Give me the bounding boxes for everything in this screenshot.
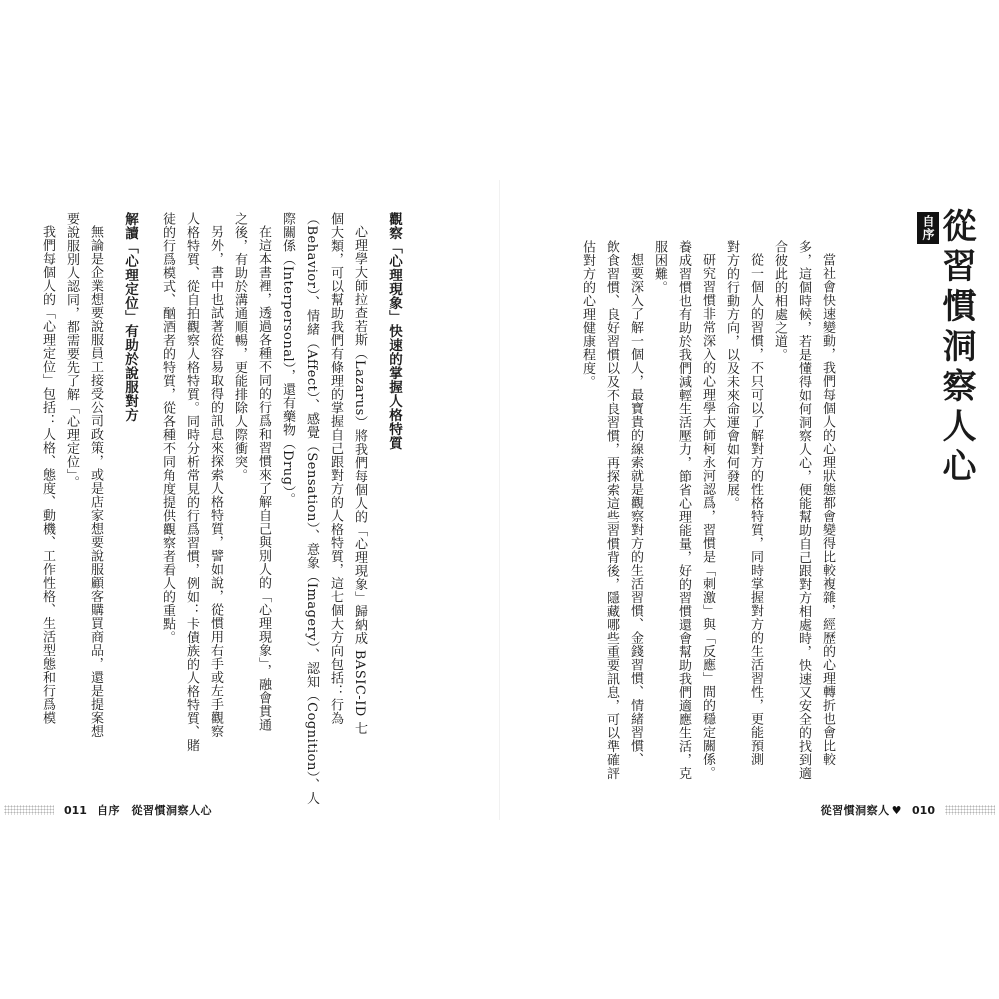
- text-line: 我們每個人的「心理定位」包括：人格、態度、動機、工作性格、生活型態和行爲模: [40, 225, 55, 725]
- left-footer: [4, 802, 212, 818]
- heart-icon: ♥: [891, 804, 903, 817]
- text-line: 無論是企業想要說服員工接受公司政策，或是店家想要說服顧客購買商品，還是提案想: [88, 225, 103, 738]
- text-line: 合彼此的相處之道。: [772, 240, 787, 362]
- left-page: [0, 0, 499, 999]
- text-line: 心理學大師拉查若斯（Lazarus）將我們每個人的「心理現象」歸納成 BASIC-ID 七: [352, 225, 367, 735]
- text-line: 要說服別人認同，都需要先了解「心理定位」。: [64, 212, 79, 489]
- text-line: 飲食習慣、良好習慣以及不良習慣，再探索這些習慣背後，隱藏哪些重要訊息，可以準確評: [604, 240, 619, 780]
- right-page-number: 010: [912, 803, 935, 817]
- chapter-title: 從習慣洞察人心: [936, 208, 976, 488]
- text-line: 另外，書中也試著從容易取得的訊息來探索人格特質，譬如說，從慣用右手或左手觀察: [208, 225, 223, 738]
- dot-pattern-decoration: [945, 805, 995, 815]
- text-line: 在這本書裡，透過各種不同的行爲和習慣來了解自己與別人的「心理現象」，融會貫通: [256, 225, 271, 732]
- left-page-body: [35, 212, 407, 805]
- text-line: 服困難。: [652, 240, 667, 294]
- right-footer: [821, 802, 995, 818]
- right-page-body: [575, 240, 839, 780]
- text-line: 研究習慣非常深入的心理學大師柯永河認爲，習慣是「刺激」與「反應」間的穩定關係。: [700, 253, 715, 780]
- right-page: [500, 0, 999, 999]
- text-line: 多，這個時候，若是懂得如何洞察人心，便能幫助自己跟對方相處時，快速又安全的找到適: [796, 240, 811, 780]
- preface-label: 自序: [917, 212, 939, 248]
- text-line: 估對方的心理健康程度。: [580, 240, 595, 389]
- section-heading: 觀察「心理現象」快速的掌握人格特質: [386, 212, 402, 450]
- text-line: 對方的行動方向，以及未來命運會如何發展。: [724, 240, 739, 510]
- text-line: 當社會快速變動，我們每個人的心理狀態都會變得比較複雜，經歷的心理轉折也會比較: [820, 253, 835, 766]
- text-line: 養成習慣也有助於我們減輕生活壓力，節省心理能量，好的習慣還會幫助我們適應生活，克: [676, 240, 691, 780]
- text-line: 人格特質、從自拍觀察人格特質。同時分析常見的行爲習慣，例如：卡債族的人格特質、賭: [184, 212, 199, 752]
- dot-pattern-decoration: [4, 805, 54, 815]
- text-line: 之後，有助於溝通順暢，更能排除人際衝突。: [232, 212, 247, 482]
- section-heading: 解讀「心理定位」有助於說服對方: [122, 212, 138, 422]
- text-line: 際關係（Interpersonal），還有藥物（Drug）。: [280, 212, 295, 506]
- right-running-head: 從習慣洞察人 ♥: [820, 804, 903, 817]
- text-line: 徒的行爲模式、酗酒者的特質，從各種不同角度提供觀察者看人的重點。: [160, 212, 175, 644]
- text-line: （Behavior）、情緒（Affect）、感覺（Sensation）、意象（Imagery）、認知（Cognition）、人: [304, 212, 319, 805]
- left-running-head: 自序 從習慣洞察人心: [96, 804, 212, 817]
- text-line: 從一個人的習慣，不只可以了解對方的性格特質，同時掌握對方的生活習性，更能預測: [748, 253, 763, 766]
- text-line: 個大類，可以幫助我們有條理的掌握自己跟對方的人格特質，這七個大方向包括：行為: [328, 212, 343, 725]
- text-line: 想要深入了解一個人，最寶貴的線索就是觀察對方的生活習慣、金錢習慣、情緒習慣、: [628, 253, 643, 766]
- left-page-number: 011: [64, 803, 87, 817]
